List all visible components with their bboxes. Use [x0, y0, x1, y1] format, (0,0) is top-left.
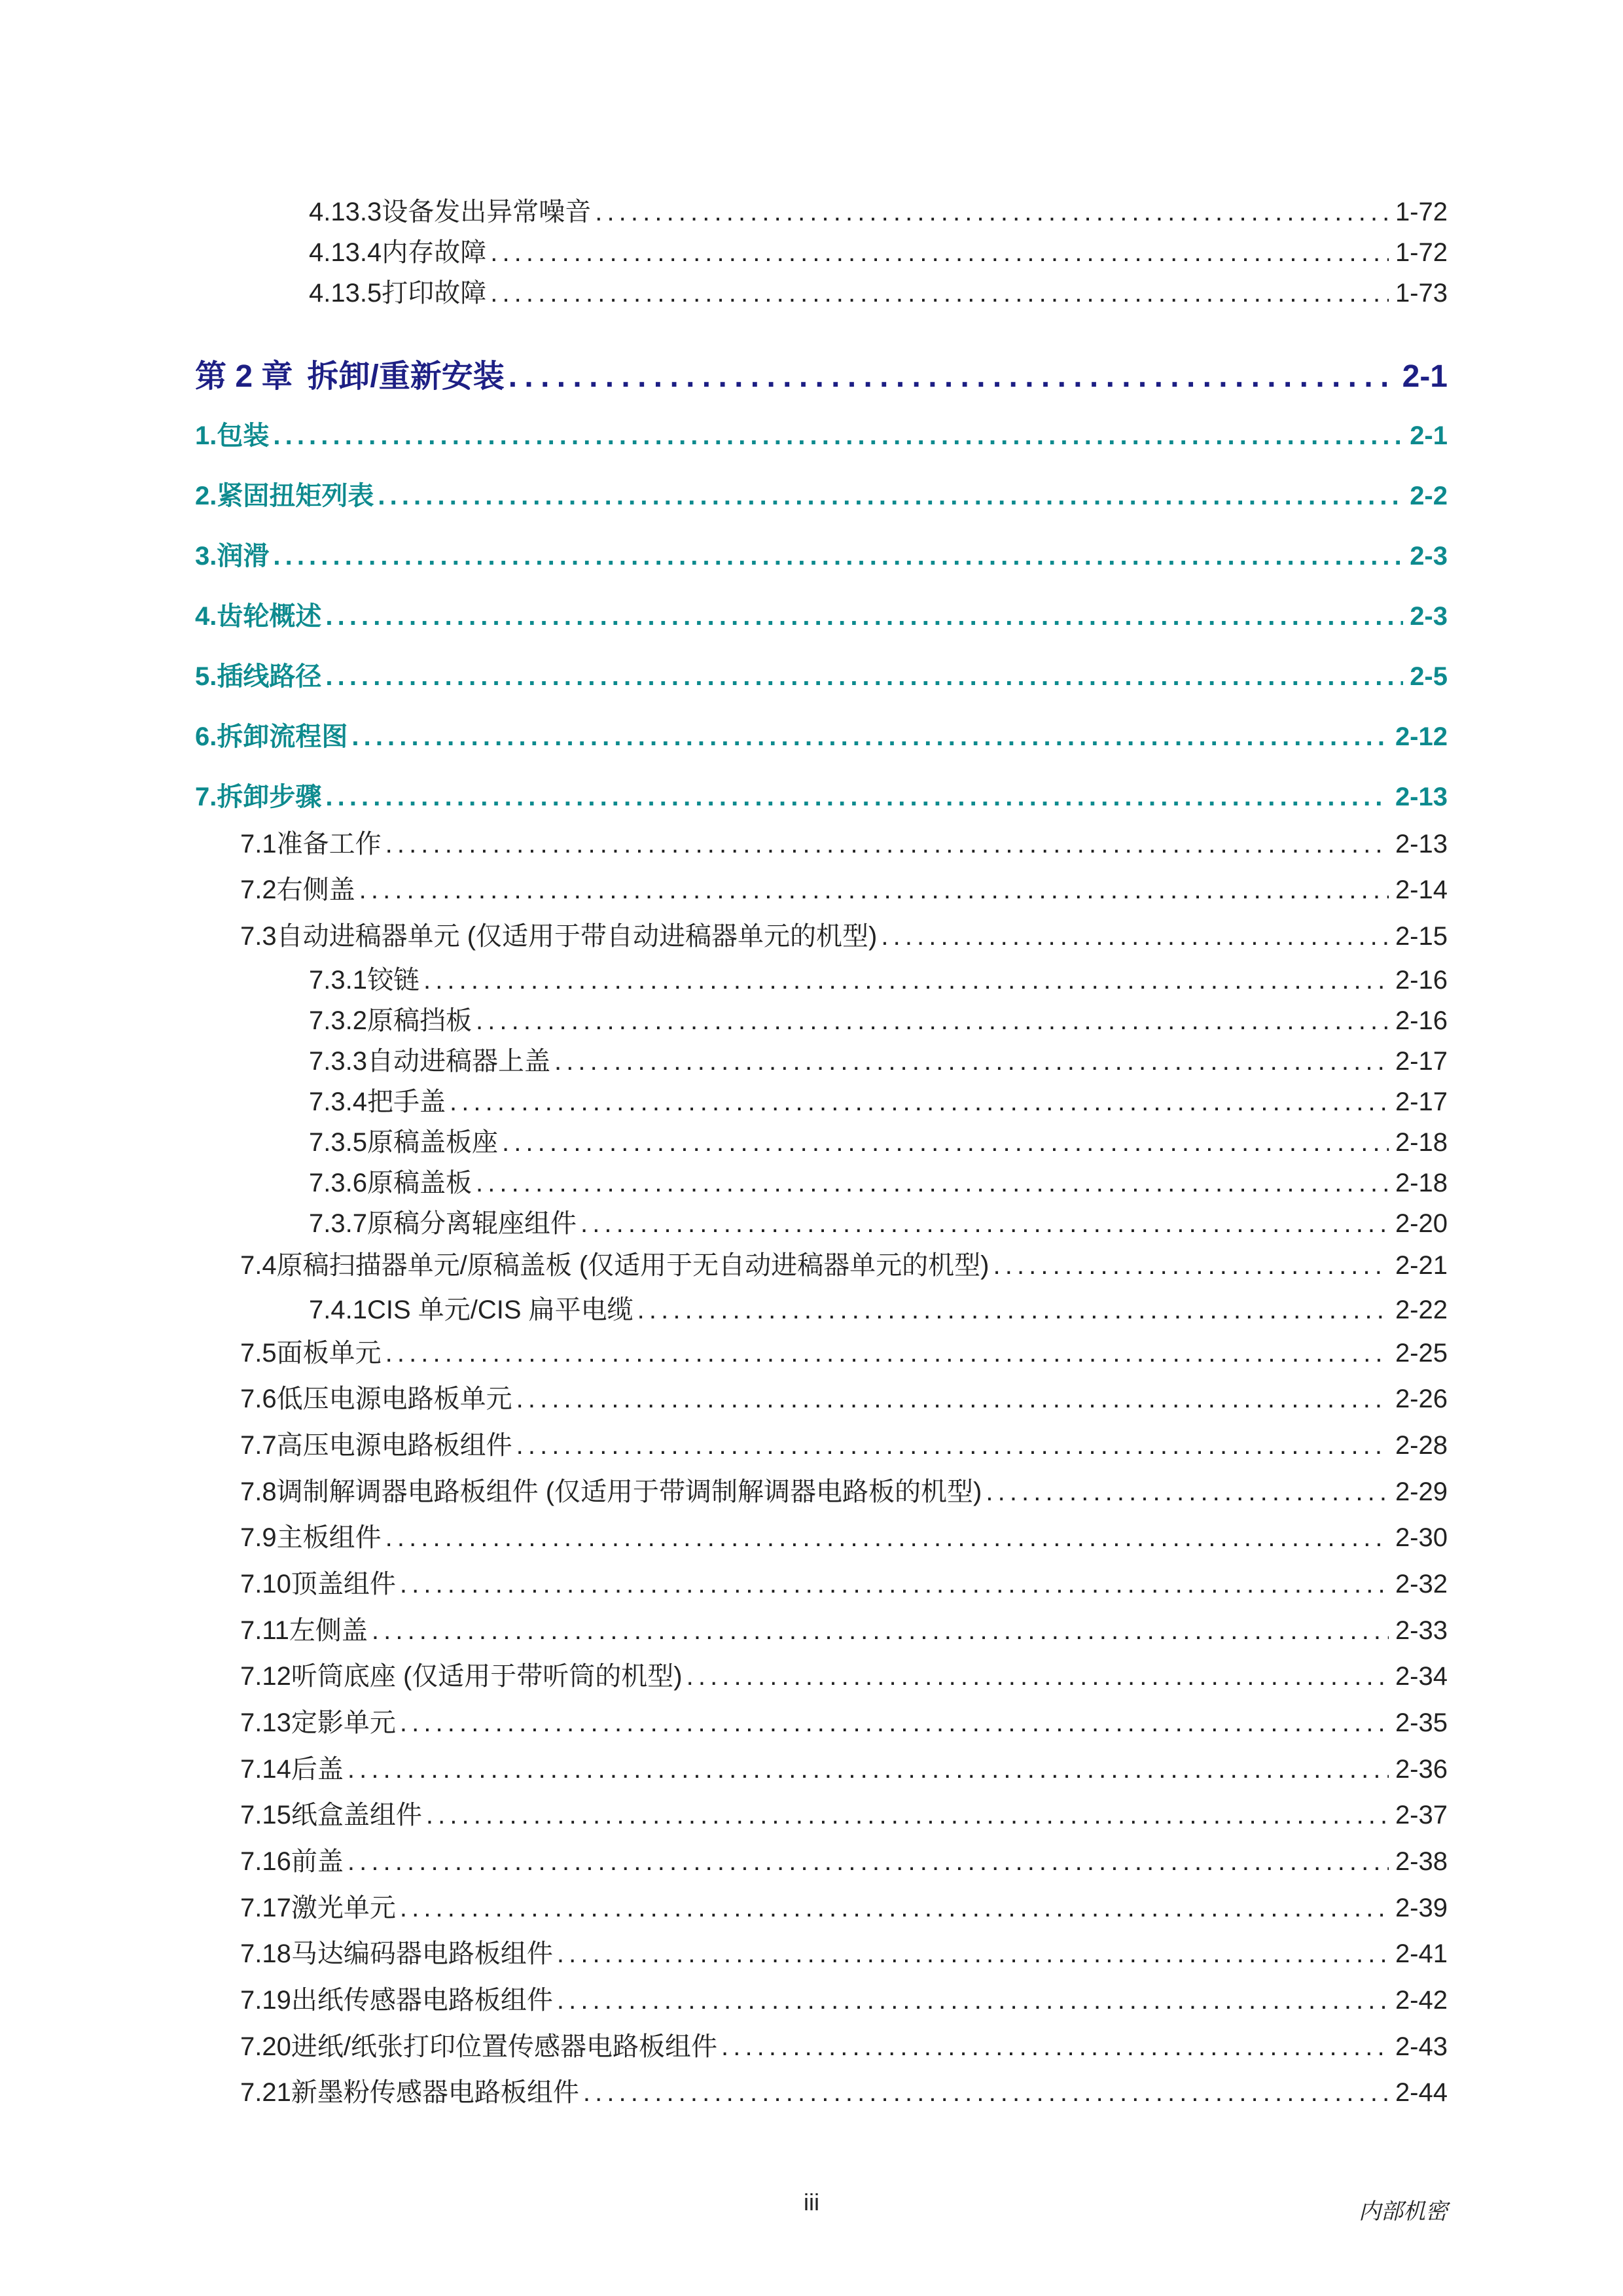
toc-entry-7-16[interactable]: [240, 1841, 1448, 1878]
toc-entry-4-13-3[interactable]: [309, 191, 1448, 228]
chapter-title: 拆卸/重新安装: [307, 359, 505, 394]
toc-entry-page: 2-29: [1395, 1477, 1448, 1506]
section-number: 1.: [195, 421, 217, 450]
section-title: 拆卸流程图: [217, 722, 348, 751]
toc-entry-page: 2-35: [1395, 1708, 1448, 1737]
toc-entry-number: 7.16: [240, 1847, 291, 1876]
toc-entry-7-20[interactable]: [240, 2026, 1448, 2063]
section-title: 齿轮概述: [217, 602, 322, 631]
toc-entry-title: 定影单元: [291, 1708, 396, 1737]
section-number: 3.: [195, 542, 217, 571]
toc-entry-7-4[interactable]: [240, 1245, 1448, 1282]
toc-entry-page: 2-15: [1395, 922, 1448, 951]
toc-entry-7-3-1[interactable]: [309, 959, 1448, 997]
dot-leader: [508, 359, 1396, 395]
dot-leader: [385, 1523, 1389, 1553]
toc-entry-7-3-4[interactable]: [309, 1081, 1448, 1118]
dot-leader: [502, 1128, 1389, 1157]
toc-entry-7-3-6[interactable]: [309, 1162, 1448, 1199]
toc-entry-title: 低压电源电路板单元: [276, 1385, 512, 1413]
section-title: 包装: [217, 421, 270, 450]
chapter-number: 第 2 章: [195, 359, 293, 394]
toc-entry-number: 7.4: [240, 1251, 277, 1280]
toc-entry-page: 2-18: [1395, 1128, 1448, 1157]
dot-leader: [348, 1847, 1389, 1877]
dot-leader: [881, 922, 1389, 951]
section-page: 2-3: [1410, 602, 1448, 631]
toc-entry-page: 2-38: [1395, 1847, 1448, 1876]
dot-leader: [554, 1047, 1389, 1076]
toc-entry-page: 2-22: [1395, 1296, 1448, 1324]
toc-entry-number: 7.3.1: [309, 966, 367, 995]
toc-entry-page: 2-34: [1395, 1662, 1448, 1691]
toc-entry-7-3-2[interactable]: [309, 1000, 1448, 1037]
toc-entry-title: 顶盖组件: [291, 1570, 396, 1598]
toc-entry-number: 4.13.5: [309, 279, 382, 308]
toc-entry-7-13[interactable]: [240, 1702, 1448, 1739]
toc-entry-title: 进纸/纸张打印位置传感器电路板组件: [291, 2032, 717, 2061]
toc-entry-number: 7.3.2: [309, 1006, 367, 1035]
section-number: 7.: [195, 783, 217, 811]
dot-leader: [348, 1755, 1389, 1784]
dot-leader: [273, 542, 1403, 571]
toc-entry-4-13-4[interactable]: [309, 232, 1448, 269]
toc-entry-title: 听筒底座 (仅适用于带听筒的机型): [291, 1662, 683, 1691]
toc-entry-7-7[interactable]: [240, 1424, 1448, 1462]
toc-entry-title: 原稿分离辊座组件: [366, 1209, 577, 1238]
toc-entry-7-15[interactable]: [240, 1794, 1448, 1831]
toc-entry-title: 原稿盖板座: [366, 1128, 498, 1157]
toc-entry-page: 2-26: [1395, 1385, 1448, 1413]
section-title: 紧固扭矩列表: [217, 482, 374, 510]
dot-leader: [516, 1431, 1389, 1460]
section-number: 6.: [195, 722, 217, 751]
toc-entry-page: 2-28: [1395, 1431, 1448, 1460]
toc-entry-7-18[interactable]: [240, 1933, 1448, 1970]
toc-entry-7-9[interactable]: [240, 1517, 1448, 1554]
toc-entry-number: 7.19: [240, 1986, 291, 2015]
toc-entry-7-11[interactable]: [240, 1610, 1448, 1647]
toc-entry-page: 2-44: [1395, 2078, 1448, 2107]
toc-entry-7-14[interactable]: [240, 1748, 1448, 1786]
section-title: 润滑: [217, 542, 270, 571]
toc-entry-number: 7.3.6: [309, 1169, 367, 1197]
toc-entry-number: 7.3.4: [309, 1087, 367, 1116]
section-page: 2-2: [1410, 482, 1448, 510]
section-number: 2.: [195, 482, 217, 510]
toc-entry-7-2[interactable]: [240, 869, 1448, 906]
toc-entry-title: 原稿挡板: [366, 1006, 472, 1035]
toc-section-3[interactable]: [195, 535, 1448, 573]
section-page: 2-13: [1395, 783, 1448, 811]
toc-entry-7-3-3[interactable]: [309, 1040, 1448, 1078]
dot-leader: [557, 1939, 1389, 1969]
toc-entry-page: 2-21: [1395, 1251, 1448, 1280]
toc-entry-title: 前盖: [291, 1847, 344, 1876]
dot-leader: [637, 1296, 1389, 1325]
section-page: 2-12: [1395, 722, 1448, 751]
dot-leader: [687, 1662, 1389, 1691]
toc-entry-number: 7.17: [240, 1894, 291, 1922]
toc-entry-title: 新墨粉传感器电路板组件: [291, 2078, 579, 2107]
toc-entry-7-3-7[interactable]: [309, 1203, 1448, 1240]
toc-entry-page: 1-72: [1395, 198, 1448, 226]
section-page: 2-5: [1410, 662, 1448, 691]
toc-entry-title: 铰链: [366, 966, 419, 995]
toc-entry-7-5[interactable]: [240, 1332, 1448, 1369]
dot-leader: [476, 1006, 1389, 1036]
toc-entry-number: 7.11: [240, 1616, 289, 1645]
toc-entry-title: 准备工作: [276, 830, 382, 858]
section-title: 拆卸步骤: [217, 783, 322, 811]
toc-entry-page: 2-13: [1395, 830, 1448, 858]
toc-entry-number: 4.13.3: [309, 198, 382, 226]
toc-entry-page: 2-16: [1395, 1006, 1448, 1035]
toc-entry-title: 面板单元: [276, 1339, 382, 1368]
dot-leader: [993, 1251, 1388, 1280]
dot-leader: [595, 198, 1389, 227]
toc-entry-number: 7.15: [240, 1801, 291, 1829]
dot-leader: [557, 1986, 1389, 2015]
toc-entry-7-21[interactable]: [240, 2072, 1448, 2109]
toc-entry-title: 原稿盖板: [366, 1169, 472, 1197]
toc-entry-7-1[interactable]: [240, 823, 1448, 860]
dot-leader: [351, 722, 1389, 752]
toc-entry-number: 7.8: [240, 1477, 277, 1506]
dot-leader: [423, 966, 1389, 995]
toc-entry-page: 2-17: [1395, 1047, 1448, 1076]
toc-entry-number: 7.14: [240, 1755, 291, 1784]
toc-entry-7-8[interactable]: [240, 1471, 1448, 1508]
toc-section-6[interactable]: [195, 716, 1448, 753]
toc-section-5[interactable]: [195, 656, 1448, 693]
dot-leader: [490, 238, 1389, 268]
toc-entry-7-6[interactable]: [240, 1378, 1448, 1415]
toc-entry-number: 7.2: [240, 875, 277, 904]
dot-leader: [400, 1570, 1389, 1599]
toc-entry-page: 2-20: [1395, 1209, 1448, 1238]
toc-entry-number: 4.13.4: [309, 238, 382, 267]
toc-entry-page: 2-43: [1395, 2032, 1448, 2061]
toc-entry-number: 7.20: [240, 2032, 291, 2061]
dot-leader: [378, 482, 1403, 511]
toc-section-1[interactable]: [195, 415, 1448, 452]
section-page: 2-1: [1410, 421, 1448, 450]
toc-entry-7-10[interactable]: [240, 1563, 1448, 1600]
dot-leader: [359, 875, 1389, 905]
dot-leader: [325, 662, 1403, 692]
dot-leader: [385, 1339, 1389, 1368]
toc-entry-title: 把手盖: [366, 1087, 446, 1116]
toc-entry-7-4-1[interactable]: [309, 1289, 1448, 1326]
toc-entry-title: 后盖: [291, 1755, 344, 1784]
toc-entry-page: 2-42: [1395, 1986, 1448, 2015]
dot-leader: [325, 783, 1389, 812]
toc-entry-title: 自动进稿器单元 (仅适用于带自动进稿器单元的机型): [276, 922, 878, 951]
toc-entry-number: 7.9: [240, 1523, 277, 1552]
toc-entry-title: 高压电源电路板组件: [276, 1431, 512, 1460]
toc-entry-title: 原稿扫描器单元/原稿盖板 (仅适用于无自动进稿器单元的机型): [276, 1251, 990, 1280]
section-page: 2-3: [1410, 542, 1448, 571]
toc-entry-number: 7.12: [240, 1662, 291, 1691]
dot-leader: [385, 830, 1389, 859]
toc-entry-title: 调制解调器电路板组件 (仅适用于带调制解调器电路板的机型): [276, 1477, 982, 1506]
toc-entry-page: 2-14: [1395, 875, 1448, 904]
section-number: 4.: [195, 602, 217, 631]
toc-entry-page: 2-41: [1395, 1939, 1448, 1968]
toc-entry-title: 马达编码器电路板组件: [291, 1939, 553, 1968]
toc-entry-page: 2-17: [1395, 1087, 1448, 1116]
toc-entry-page: 2-36: [1395, 1755, 1448, 1784]
toc-entry-page: 1-72: [1395, 238, 1448, 267]
toc-entry-page: 2-30: [1395, 1523, 1448, 1552]
toc-entry-title: 主板组件: [276, 1523, 382, 1552]
toc-entry-number: 7.5: [240, 1339, 277, 1368]
toc-entry-title: 打印故障: [382, 279, 487, 308]
toc-entry-number: 7.21: [240, 2078, 291, 2107]
toc-entry-title: 设备发出异常噪音: [382, 198, 592, 226]
toc-entry-4-13-5[interactable]: [309, 272, 1448, 309]
toc-entry-title: 纸盒盖组件: [291, 1801, 422, 1829]
toc-entry-page: 1-73: [1395, 279, 1448, 308]
toc-entry-7-19[interactable]: [240, 1979, 1448, 2017]
dot-leader: [986, 1477, 1389, 1507]
toc-entry-7-3-5[interactable]: [309, 1122, 1448, 1159]
toc-entry-page: 2-25: [1395, 1339, 1448, 1368]
footer-confidential-label: 内部机密: [1359, 2199, 1448, 2224]
toc-entry-number: 7.3: [240, 922, 277, 951]
dot-leader: [721, 2032, 1389, 2062]
dot-leader: [583, 2078, 1389, 2108]
dot-leader: [580, 1209, 1389, 1239]
dot-leader: [372, 1616, 1389, 1646]
toc-entry-page: 2-18: [1395, 1169, 1448, 1197]
toc-entry-7-17[interactable]: [240, 1887, 1448, 1924]
toc-section-2[interactable]: [195, 475, 1448, 512]
toc-entry-page: 2-32: [1395, 1570, 1448, 1598]
toc-entry-title: 右侧盖: [276, 875, 355, 904]
section-number: 5.: [195, 662, 217, 691]
toc-entry-7-3[interactable]: [240, 915, 1448, 953]
chapter-page: 2-1: [1402, 359, 1448, 394]
toc-entry-title: 自动进稿器上盖: [366, 1047, 550, 1076]
dot-leader: [400, 1894, 1389, 1923]
toc-entry-number: 7.4.1: [309, 1296, 367, 1324]
toc-section-7[interactable]: [195, 776, 1448, 813]
toc-entry-page: 2-39: [1395, 1894, 1448, 1922]
toc-entry-number: 7.3.5: [309, 1128, 367, 1157]
dot-leader: [273, 421, 1403, 451]
section-title: 插线路径: [217, 662, 322, 691]
dot-leader: [476, 1169, 1389, 1198]
toc-entry-page: 2-16: [1395, 966, 1448, 995]
toc-entry-7-12[interactable]: [240, 1655, 1448, 1693]
toc-entry-title: CIS 单元/CIS 扁平电缆: [366, 1296, 633, 1324]
toc-entry-number: 7.13: [240, 1708, 291, 1737]
toc-entry-title: 出纸传感器电路板组件: [291, 1986, 553, 2015]
dot-leader: [516, 1385, 1389, 1414]
toc-entry-number: 7.7: [240, 1431, 277, 1460]
toc-entry-title: 内存故障: [382, 238, 487, 267]
toc-entry-number: 7.3.3: [309, 1047, 367, 1076]
toc-section-4[interactable]: [195, 595, 1448, 633]
toc-entry-number: 7.18: [240, 1939, 291, 1968]
toc-entry-title: 左侧盖: [289, 1616, 368, 1645]
dot-leader: [426, 1801, 1389, 1830]
toc-entry-number: 7.3.7: [309, 1209, 367, 1238]
dot-leader: [450, 1087, 1389, 1117]
toc-entry-number: 7.6: [240, 1385, 277, 1413]
footer-page-number: iii: [804, 2189, 819, 2216]
dot-leader: [325, 602, 1403, 631]
toc-entry-title: 激光单元: [291, 1894, 396, 1922]
toc-entry-page: 2-33: [1395, 1616, 1448, 1645]
toc-entry-number: 7.10: [240, 1570, 291, 1598]
toc-chapter-2[interactable]: [195, 351, 1448, 396]
dot-leader: [490, 279, 1389, 308]
dot-leader: [400, 1708, 1389, 1738]
toc-entry-page: 2-37: [1395, 1801, 1448, 1829]
toc-entry-number: 7.1: [240, 830, 277, 858]
